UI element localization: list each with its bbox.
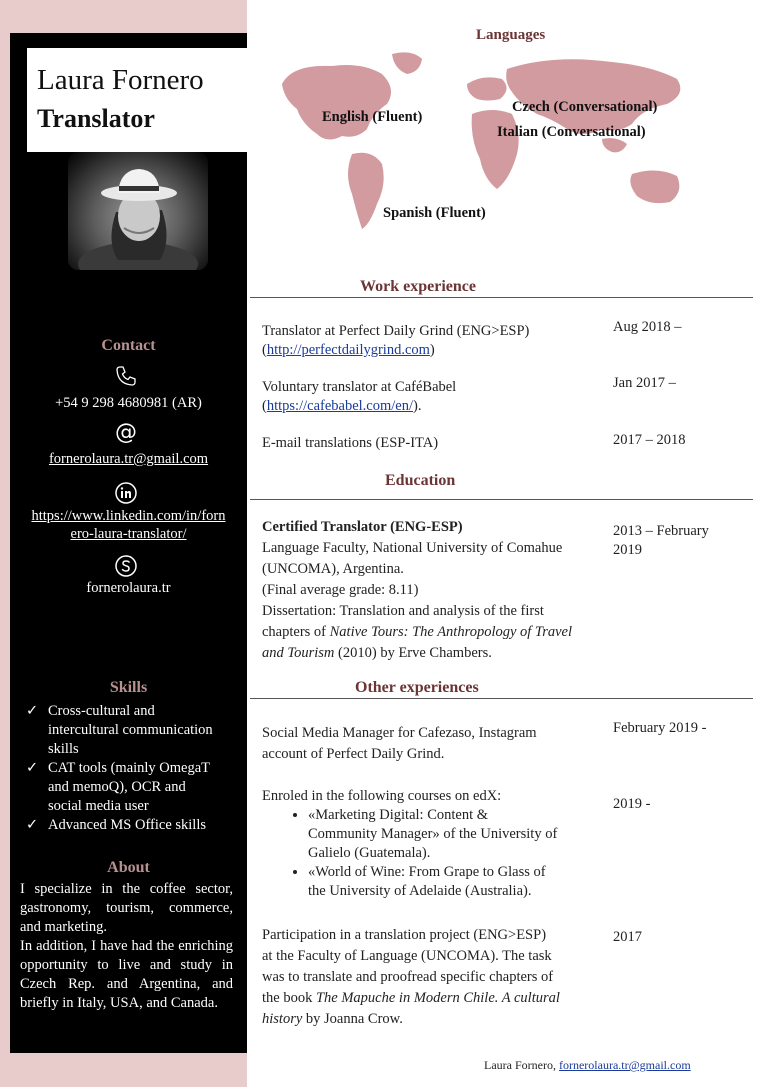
- education-date-line: 2019: [613, 542, 642, 558]
- skill-line: Cross-cultural and: [48, 703, 155, 719]
- profile-photo: [68, 152, 208, 270]
- work-entry: [262, 378, 602, 416]
- about-heading: About: [107, 859, 150, 876]
- other-entry: [262, 723, 602, 765]
- work-entry-link[interactable]: https://cafebabel.com/en/: [266, 398, 413, 414]
- book-title: and Tourism: [262, 645, 335, 661]
- email-icon: @: [115, 420, 137, 445]
- education-text: (2010) by Erve Chambers.: [334, 645, 492, 661]
- work-entry-title: E-mail translations (ESP-ITA): [262, 435, 439, 451]
- language-czech: Czech (Conversational): [512, 99, 658, 115]
- about-text: [20, 880, 233, 1013]
- course-line: Galielo (Guatemala).: [308, 845, 431, 861]
- work-divider: [250, 297, 753, 298]
- education-text: chapters of: [262, 624, 330, 640]
- other-entry: [262, 787, 602, 901]
- about-paragraph-2: In addition, I have had the enriching opportunity to live and study in Czech Rep. and Argentina, and briefly in Italy, USA, and Canada.: [20, 938, 233, 1011]
- skill-item: [26, 759, 238, 816]
- world-map: [272, 44, 712, 244]
- book-title: history: [262, 1011, 303, 1027]
- footer-email-link[interactable]: fornerolaura.tr@gmail.com: [558, 1058, 691, 1072]
- other-text: the book: [262, 990, 316, 1006]
- language-italian: Italian (Conversational): [497, 124, 646, 140]
- work-entry-date: Aug 2018 –: [613, 319, 682, 335]
- work-entry-link[interactable]: http://perfectdailygrind.com: [266, 342, 430, 358]
- email-link[interactable]: fornerolaura.tr@gmail.com: [48, 451, 209, 467]
- education-date-line: 2013 – February: [613, 523, 709, 539]
- skill-line: and memoQ), OCR and: [48, 779, 186, 795]
- other-line: at the Faculty of Language (UNCOMA). The task: [262, 948, 552, 964]
- about-paragraph-1: I specialize in the coffee sector, gastronomy, tourism, commerce, and marketing.: [20, 881, 233, 935]
- course-item: [308, 806, 602, 863]
- work-entry: [262, 434, 602, 453]
- other-line: was to translate and proofread specific chapters of: [262, 969, 554, 985]
- education-line: Dissertation: Translation and analysis of the first: [262, 603, 544, 619]
- other-text: by Joanna Crow.: [302, 1011, 403, 1027]
- other-line: Participation in a translation project (ENG>ESP): [262, 927, 547, 943]
- other-date: 2019 -: [613, 796, 651, 812]
- work-entry-date: Jan 2017 –: [613, 375, 676, 391]
- other-entry: [262, 925, 602, 1030]
- language-english: English (Fluent): [322, 109, 423, 125]
- work-entry-title: Translator at Perfect Daily Grind (ENG>ESP): [262, 323, 530, 339]
- linkedin-icon: [114, 481, 138, 505]
- other-date: 2017: [613, 929, 642, 945]
- work-entry-date: 2017 – 2018: [613, 432, 686, 448]
- linkedin-link[interactable]: [10, 507, 247, 543]
- skill-item: [26, 816, 238, 835]
- other-date: February 2019 -: [613, 720, 707, 736]
- book-title: Native Tours: The Anthropology of Travel: [329, 624, 572, 640]
- job-title: Translator: [37, 104, 155, 133]
- education-line: (UNCOMA), Argentina.: [262, 561, 404, 577]
- other-line: Enroled in the following courses on edX:: [262, 788, 502, 804]
- skill-line: intercultural communication: [48, 722, 213, 738]
- work-entry: [262, 322, 602, 360]
- skill-line: social media user: [48, 798, 149, 814]
- skill-line: Advanced MS Office skills: [48, 817, 206, 833]
- skill-line: skills: [48, 741, 79, 757]
- check-icon: ✓: [26, 817, 39, 833]
- course-line: «Marketing Digital: Content &: [308, 807, 489, 823]
- work-entry-title: Voluntary translator at CaféBabel: [262, 379, 457, 395]
- education-line: (Final average grade: 8.11): [262, 582, 419, 598]
- linkedin-link-line-2: ero-laura-translator/: [70, 526, 187, 542]
- skype-icon: [114, 554, 138, 578]
- language-spanish: Spanish (Fluent): [383, 205, 486, 221]
- phone-icon: [114, 364, 138, 388]
- check-icon: ✓: [26, 760, 39, 776]
- course-line: «World of Wine: From Grape to Glass of: [308, 864, 546, 880]
- paren: (: [262, 342, 267, 358]
- skills-list: [26, 702, 238, 835]
- check-icon: ✓: [26, 703, 39, 719]
- name-box: [27, 48, 247, 152]
- course-line: Community Manager» of the University of: [308, 826, 558, 842]
- skills-heading: Skills: [109, 679, 148, 696]
- person-name: Laura Fornero: [37, 64, 204, 96]
- skill-line: CAT tools (mainly OmegaT: [48, 760, 211, 776]
- course-list: [262, 806, 602, 901]
- education-entry: [262, 517, 602, 664]
- other-line: Social Media Manager for Cafezaso, Instagram: [262, 725, 537, 741]
- phone-number: +54 9 298 4680981 (AR): [55, 395, 202, 411]
- course-item: [308, 863, 602, 901]
- skill-item: [26, 702, 238, 759]
- contact-heading: Contact: [101, 337, 156, 354]
- paren: (: [262, 398, 267, 414]
- languages-heading: Languages: [476, 27, 546, 43]
- linkedin-link-line-1: https://www.linkedin.com/in/forn: [31, 508, 226, 524]
- footer-name: Laura Fornero,: [484, 1058, 559, 1072]
- paren: ): [429, 342, 435, 358]
- paren: ).: [413, 398, 422, 414]
- education-date: [613, 522, 748, 560]
- other-divider: [250, 698, 753, 699]
- footer: [484, 1058, 691, 1073]
- course-line: the University of Adelaide (Australia).: [308, 883, 532, 899]
- education-heading: Education: [385, 472, 456, 489]
- education-line: Language Faculty, National University of Comahue: [262, 540, 563, 556]
- work-heading: Work experience: [360, 278, 476, 295]
- other-line: account of Perfect Daily Grind.: [262, 746, 445, 762]
- skype-handle: fornerolaura.tr: [86, 580, 171, 596]
- degree: Certified Translator (ENG-ESP): [262, 519, 463, 535]
- other-heading: Other experiences: [355, 679, 479, 696]
- education-divider: [250, 499, 753, 500]
- book-title: The Mapuche in Modern Chile. A cultural: [315, 990, 560, 1006]
